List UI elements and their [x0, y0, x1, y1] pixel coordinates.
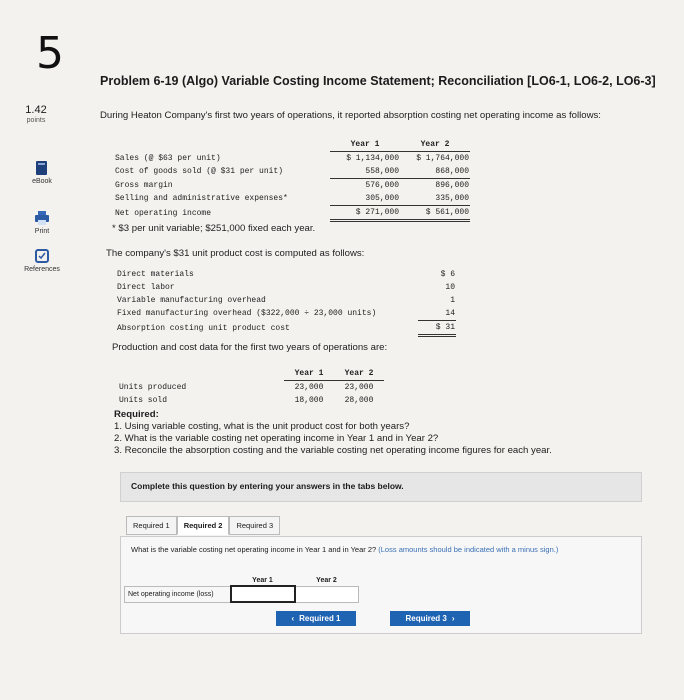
row-label: Units sold	[119, 396, 168, 405]
points-value: 1.42	[25, 104, 47, 116]
cell-year2: 868,000	[400, 165, 470, 179]
cell-year2: 23,000	[344, 383, 374, 392]
row-label: Cost of goods sold (@ $31 per unit)	[115, 167, 284, 177]
col-header-year2: Year 2	[334, 367, 384, 381]
cell-year1: 558,000	[330, 165, 400, 179]
required-heading: Required:	[114, 409, 159, 420]
required-item-3: 3. Reconcile the absorption costing and the variable costing net operating income figures for each year.	[114, 445, 552, 456]
row-label: Net operating income	[115, 208, 212, 218]
row-label: Sales (@ $63 per unit)	[115, 153, 221, 163]
tab-required-1[interactable]: Required 1	[126, 516, 177, 535]
tab-bar	[126, 514, 280, 536]
table-row	[116, 268, 456, 281]
cell-year2: 335,000	[400, 192, 470, 206]
table-row	[125, 586, 359, 602]
next-button[interactable]: Required 3 ›	[390, 611, 470, 626]
cell-value: 1	[450, 296, 455, 305]
table-row	[116, 294, 456, 307]
cell-year1: 305,000	[330, 192, 400, 206]
row-label: Units produced	[119, 382, 187, 392]
income-statement-table	[114, 138, 470, 222]
cell-year1: 23,000	[294, 383, 324, 392]
table-row	[116, 321, 456, 336]
instruction-text: Complete this question by entering your answers in the tabs below.	[131, 481, 404, 491]
row-label: Net operating income (loss)	[125, 586, 231, 602]
unit-cost-intro: The company's $31 unit product cost is computed as follows:	[106, 248, 365, 259]
required-item-1: 1. Using variable costing, what is the unit product cost for both years?	[114, 421, 410, 432]
tab-required-2[interactable]: Required 2	[177, 516, 230, 535]
row-label: Gross margin	[115, 180, 173, 190]
cell-value: 14	[418, 307, 456, 321]
sidebar-item-print[interactable]	[12, 210, 72, 235]
footnote: * $3 per unit variable; $251,000 fixed each year.	[112, 223, 316, 234]
intro-text: During Heaton Company's first two years of operations, it reported absorption costing net operating income as follows:	[100, 110, 601, 121]
problem-title: Problem 6-19 (Algo) Variable Costing Income Statement; Reconciliation [LO6-1, LO6-2, LO6-3]	[100, 74, 656, 88]
row-label: Fixed manufacturing overhead ($322,000 ÷ 23,000 units)	[117, 309, 377, 319]
cell-year1: 18,000	[294, 396, 324, 405]
production-intro: Production and cost data for the first two years of operations are:	[112, 342, 388, 353]
table-row	[116, 307, 456, 321]
references-icon	[34, 248, 50, 264]
cell-year2: 28,000	[344, 396, 374, 405]
col-header-year2: Year 2	[400, 138, 470, 152]
cell-year2: $ 1,764,000	[416, 154, 469, 163]
sidebar-item-ebook[interactable]	[12, 160, 72, 185]
unit-cost-table	[116, 268, 456, 337]
cell-year1: 576,000	[365, 181, 399, 190]
row-label: Selling and administrative expenses*	[115, 194, 288, 204]
prev-button[interactable]: ‹ Required 1	[276, 611, 356, 626]
cell-year2: 896,000	[435, 181, 469, 190]
answer-input-year1[interactable]	[231, 586, 295, 602]
printer-icon	[34, 210, 50, 226]
required-item-2: 2. What is the variable costing net operating income in Year 1 and in Year 2?	[114, 433, 439, 444]
col-header-year1: Year 1	[330, 138, 400, 152]
prompt-main: What is the variable costing net operating income in Year 1 and in Year 2?	[131, 545, 377, 554]
table-row	[118, 381, 384, 395]
table-row	[116, 281, 456, 294]
table-row	[114, 179, 470, 193]
answer-input-year2[interactable]	[295, 586, 359, 602]
instruction-box	[120, 472, 642, 502]
table-row	[114, 165, 470, 179]
prompt-note: (Loss amounts should be indicated with a minus sign.)	[378, 545, 559, 554]
cell-year2: $ 561,000	[400, 206, 470, 221]
points-box	[22, 104, 50, 124]
table-row	[114, 192, 470, 206]
cell-year1: $ 271,000	[330, 206, 400, 221]
table-row	[118, 394, 384, 407]
cell-value: $ 31	[418, 321, 456, 336]
cell-value: 10	[445, 283, 455, 292]
question-number: 5	[36, 28, 64, 79]
row-label: Absorption costing unit product cost	[117, 323, 290, 333]
tab-required-3[interactable]: Required 3	[229, 516, 280, 535]
row-label: Variable manufacturing overhead	[117, 296, 266, 305]
points-label: points	[26, 117, 46, 124]
answer-table	[124, 576, 359, 603]
cell-year1: $ 1,134,000	[346, 154, 399, 163]
row-label: Direct labor	[117, 283, 175, 292]
sidebar-item-label: References	[24, 266, 60, 273]
sidebar-item-references[interactable]	[12, 248, 72, 273]
chevron-left-icon: ‹	[291, 614, 295, 623]
table-row	[114, 152, 470, 166]
col-header-year1: Year 1	[284, 367, 334, 381]
prompt	[131, 545, 631, 555]
sidebar-item-label: eBook	[32, 178, 52, 185]
table-row	[114, 206, 470, 221]
col-header-year2: Year 2	[316, 577, 337, 585]
production-table	[118, 367, 384, 407]
col-header-year1: Year 1	[252, 577, 273, 584]
chevron-right-icon: ›	[451, 614, 455, 623]
row-label: Direct materials	[117, 270, 194, 279]
cell-value: $ 6	[440, 270, 455, 279]
sidebar-item-label: Print	[34, 228, 50, 235]
book-icon	[34, 160, 50, 176]
